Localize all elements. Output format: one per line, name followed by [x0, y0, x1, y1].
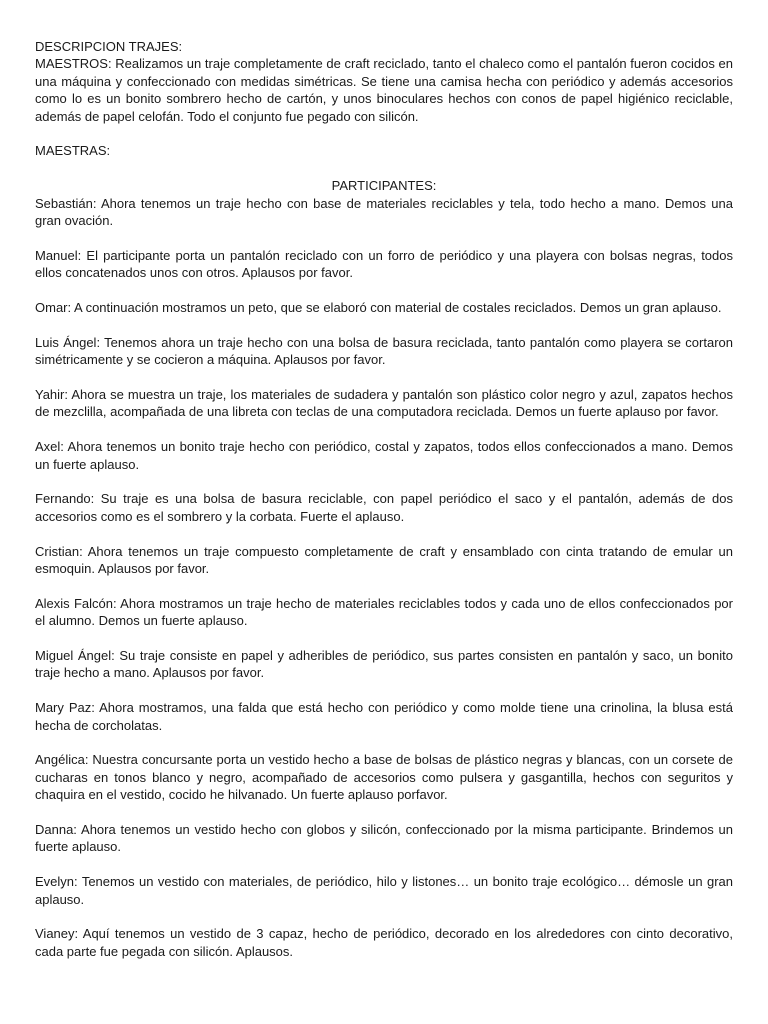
list-item: Evelyn: Tenemos un vestido con materiales, de periódico, hilo y listones… un bonito traje ecológico… démosle un gran aplauso.	[35, 874, 733, 907]
list-item: Fernando: Su traje es una bolsa de basura reciclable, con papel periódico el saco y el pantalón, además de dos accesorios como es el sombrero y la corbata. Fuerte el aplauso.	[35, 491, 733, 524]
list-item: Danna: Ahora tenemos un vestido hecho con globos y silicón, confeccionado por la misma participante. Brindemos un fuerte aplauso.	[35, 822, 733, 855]
list-item: Miguel Ángel: Su traje consiste en papel y adheribles de periódico, sus partes consisten en pantalón y saco, un bonito traje hecho a mano. Aplausos por favor.	[35, 648, 733, 681]
list-item: Yahir: Ahora se muestra un traje, los materiales de sudadera y pantalón son plástico color negro y azul, zapatos hechos de mezclilla, acompañada de una libreta con teclas de una computadora reciclada. Demos un fuerte aplauso por favor.	[35, 387, 733, 420]
maestras-label: MAESTRAS:	[35, 143, 111, 159]
list-item: Luis Ángel: Tenemos ahora un traje hecho con una bolsa de basura reciclada, tanto pantalón como playera se cortaron simétricamente y se cocieron a máquina. Aplausos por favor.	[35, 334, 733, 368]
list-item: Manuel: El participante porta un pantalón reciclado con un forro de periódico y una playera con bolsas negras, todos ellos concatenados unos con otros. Aplausos por favor.	[35, 247, 733, 281]
maestros-text: Realizamos un traje completamente de craft reciclado, tanto el chaleco como el pantalón fueron cocidos en una máquina y confeccionado con medidas simétricas. Se tiene una camisa hecha con periódico y además accesorios como lo es un bonito sombrero hecho de cartón, y unos binoculares hechos con conos de papel higiénico reciclable, además de papel celofán. Todo el conjunto fue pegado con silicón.	[35, 56, 733, 124]
list-item: Alexis Falcón: Ahora mostramos un traje hecho de materiales reciclables todos y cada uno de ellos confeccionados por el alumno. Demos un fuerte aplauso.	[35, 595, 733, 629]
maestros-paragraph	[35, 55, 733, 125]
document-title: DESCRIPCION TRAJES:	[35, 39, 183, 54]
participants-title: PARTICIPANTES:	[331, 178, 437, 194]
list-item: Vianey: Aquí tenemos un vestido de 3 capaz, hecho de periódico, decorado en los alrededores con cinto decorativo, cada parte fue pegada con silicón. Aplausos.	[35, 926, 733, 959]
maestros-label: MAESTROS:	[35, 56, 112, 72]
spacer	[35, 160, 733, 177]
list-item: Mary Paz: Ahora mostramos, una falda que está hecho con periódico y como molde tiene una crinolina, la blusa está hecha de corcholatas.	[35, 700, 733, 733]
participants-list	[35, 195, 733, 961]
list-item: Sebastián: Ahora tenemos un traje hecho con base de materiales reciclables y tela, todo hecho a mano. Demos una gran ovación.	[35, 195, 733, 229]
list-item: Axel: Ahora tenemos un bonito traje hecho con periódico, costal y zapatos, todos ellos confeccionados a mano. Demos un fuerte aplauso.	[35, 439, 733, 472]
list-item: Cristian: Ahora tenemos un traje compuesto completamente de craft y ensamblado con cinta tratando de emular un esmoquin. Aplausos por favor.	[35, 543, 733, 577]
list-item: Angélica: Nuestra concursante porta un vestido hecho a base de bolsas de plástico negras y blancas, con un corsete de cucharas en tonos blanco y negro, acompañado de accesorios como pulsera y gasgantilla, hechos con seguritos y chaquira en el vestido, cocido he hilvanado. Un fuerte aplauso porfavor.	[35, 752, 733, 803]
list-item: Omar: A continuación mostramos un peto, que se elaboró con material de costales reciclados. Demos un gran aplauso.	[35, 300, 722, 316]
